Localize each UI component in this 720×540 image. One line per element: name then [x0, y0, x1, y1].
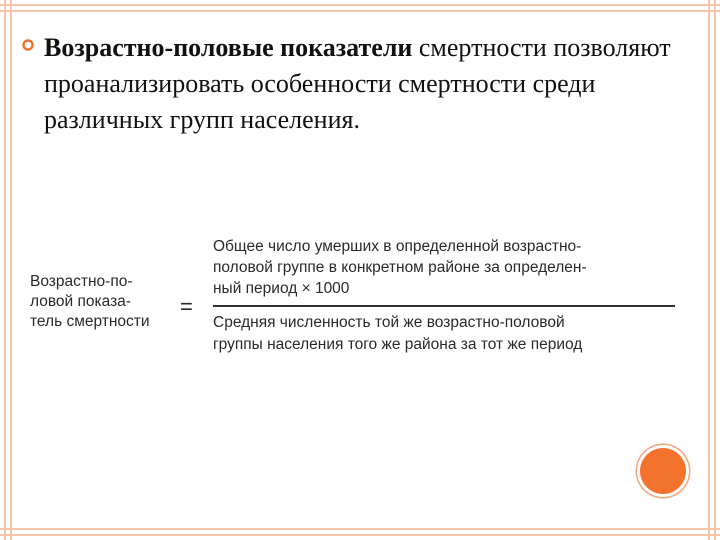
- denominator-line: группы населения того же района за тот же период: [213, 336, 583, 353]
- formula-lhs: [30, 272, 180, 332]
- numerator-line: Общее число умерших в определенной возрастно-: [213, 238, 582, 255]
- bullet-rest-text: смертности позволяют проанализировать особенности смертности среди различных групп населения.: [44, 33, 671, 134]
- equals-sign: =: [180, 294, 193, 319]
- bullet-item: [22, 30, 692, 138]
- border-right-inner: [708, 0, 710, 540]
- circle-bullet-icon: [22, 39, 34, 51]
- lhs-line: тель смертности: [30, 313, 150, 330]
- bullet-text: [44, 30, 692, 138]
- mortality-formula: [30, 230, 680, 370]
- decorative-orange-circle: [640, 448, 686, 494]
- border-top-outer: [0, 4, 720, 6]
- border-bottom-inner: [0, 528, 720, 530]
- lhs-line: Возрастно-по-: [30, 273, 133, 290]
- formula-denominator: [213, 312, 683, 356]
- formula-numerator: [213, 236, 683, 299]
- fraction-line: [213, 305, 675, 307]
- border-left-inner: [10, 0, 12, 540]
- border-right-outer: [714, 0, 716, 540]
- lhs-line: ловой показа-: [30, 293, 131, 310]
- border-left-outer: [4, 0, 6, 540]
- bullet-bold-text: Возрастно-половые показатели: [44, 33, 413, 62]
- border-bottom-outer: [0, 534, 720, 536]
- numerator-line: половой группе в конкретном районе за определен-: [213, 259, 587, 276]
- numerator-line: ный период × 1000: [213, 280, 350, 297]
- border-top-inner: [0, 10, 720, 12]
- denominator-line: Средняя численность той же возрастно-половой: [213, 314, 565, 331]
